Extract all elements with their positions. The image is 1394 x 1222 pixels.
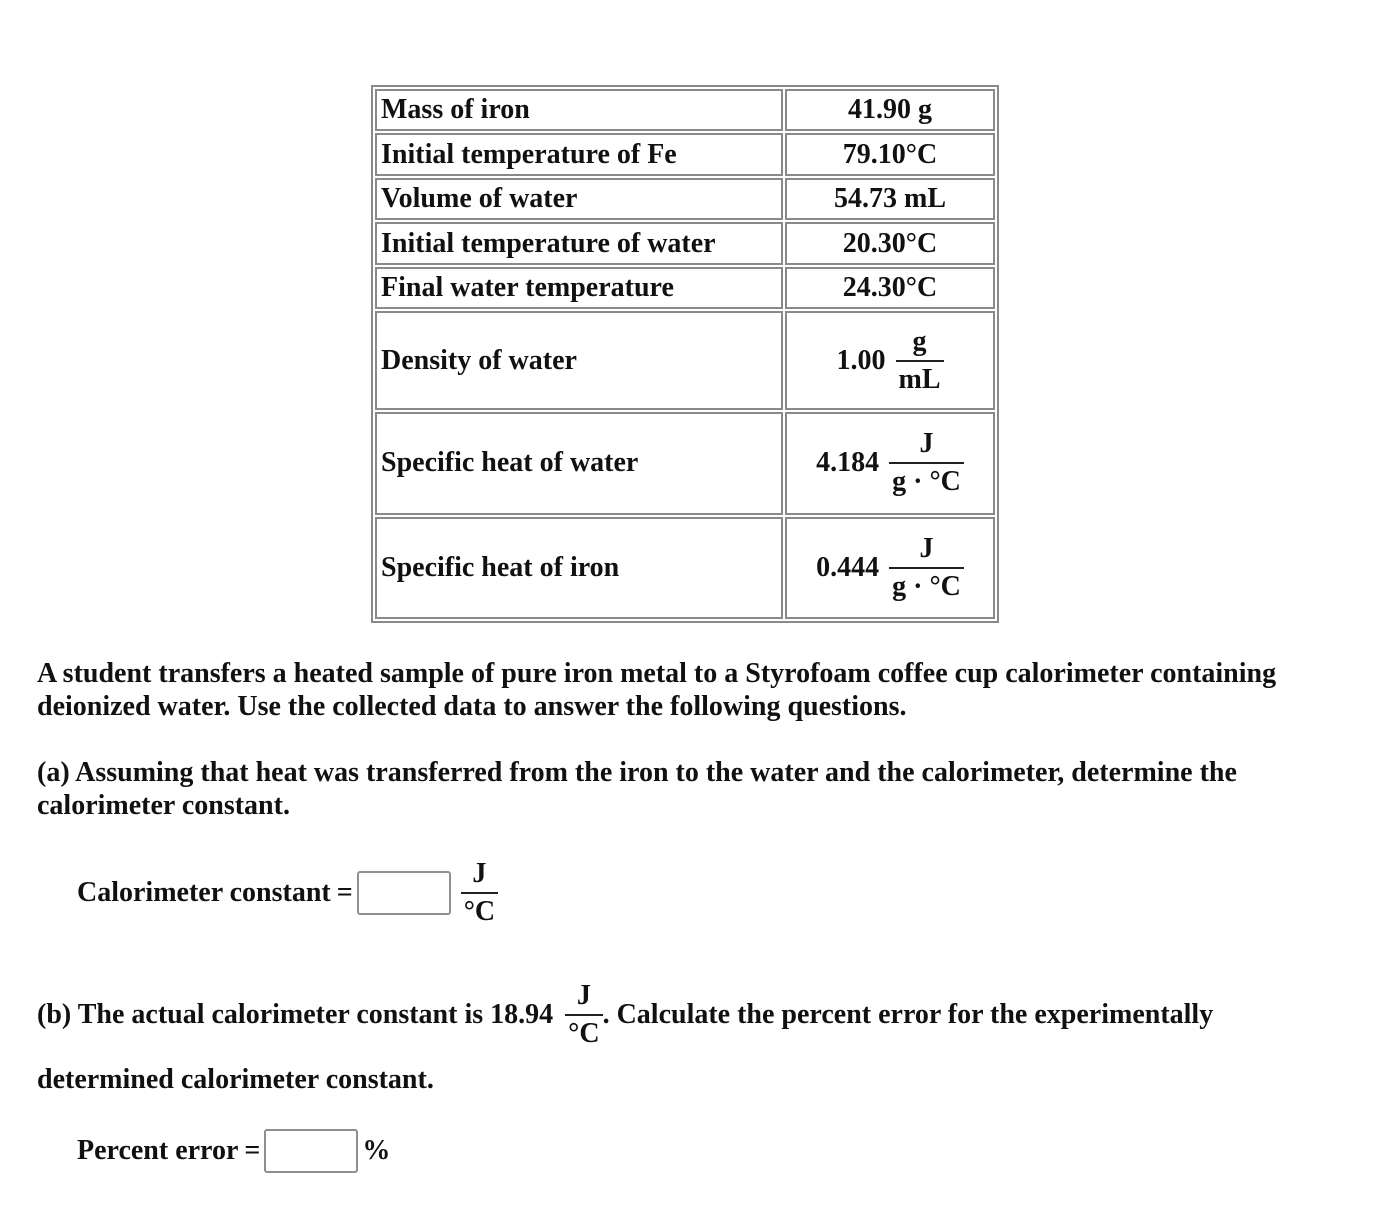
row-value: 0.444 [816,551,880,583]
part-b-question-end: . Calculate the percent error for the experimentally [602,999,1214,1030]
percent-error-label: Percent error [77,1135,239,1166]
unit-denominator: °C [568,1018,600,1049]
unit-fraction [889,532,964,602]
table-row [375,89,995,131]
unit-numerator: J [889,535,964,569]
row-value: 20.30°C [785,222,995,264]
row-label: Specific heat of iron [375,517,783,619]
part-b-question-line2: determined calorimeter constant. [37,1064,434,1095]
unit-denominator: g · °C [892,570,961,602]
unit-numerator: J [889,430,964,464]
table-row [375,517,995,619]
part-a-question: (a) Assuming that heat was transferred from the iron to the water and the calorimeter, determine the calorimeter constant. [37,757,1237,821]
unit-fraction [889,430,964,496]
calorimeter-constant-label: Calorimeter constant [77,877,331,908]
unit-fraction [896,325,944,395]
calorimeter-constant-row [77,860,498,926]
row-value: 1.00 [836,344,886,376]
row-label: Specific heat of water [375,412,783,514]
row-value: 24.30°C [785,267,995,309]
row-label: Density of water [375,311,783,410]
row-value: 41.90 g [785,89,995,131]
percent-error-row [77,1129,390,1173]
data-table [371,85,999,623]
unit-numerator: g [896,328,944,362]
unit-denominator: mL [898,363,941,395]
unit-fraction [461,860,498,926]
intro-text: A student transfers a heated sample of pure iron metal to a Styrofoam coffee cup calorimeter containing deionized water. Use the collected data to answer the following questions. [37,658,1277,722]
row-label: Initial temperature of water [375,222,783,264]
equals-sign: = [336,877,353,908]
part-b-question-start: (b) The actual calorimeter constant is 18.94 [37,999,554,1030]
row-value-cell [785,412,995,514]
table-row [375,311,995,410]
table-row [375,222,995,264]
unit-denominator: g · °C [892,466,961,498]
row-label: Volume of water [375,178,783,220]
row-value-cell [785,517,995,619]
table-row [375,267,995,309]
row-label: Final water temperature [375,267,783,309]
row-label: Mass of iron [375,89,783,131]
percent-error-input[interactable] [264,1129,358,1173]
row-value: 4.184 [816,447,880,479]
unit-numerator: J [461,860,498,894]
unit-numerator: J [565,982,602,1016]
table-row [375,412,995,514]
equals-sign: = [244,1135,261,1166]
row-value-cell [785,311,995,410]
unit-denominator: °C [463,896,496,927]
row-value: 79.10°C [785,133,995,175]
unit-fraction [565,982,602,1048]
part-b-question-line1 [37,982,1213,1048]
row-label: Initial temperature of Fe [375,133,783,175]
row-value: 54.73 mL [785,178,995,220]
table-row [375,178,995,220]
percent-unit: % [362,1135,391,1166]
table-row [375,133,995,175]
calorimeter-constant-input[interactable] [357,871,451,915]
